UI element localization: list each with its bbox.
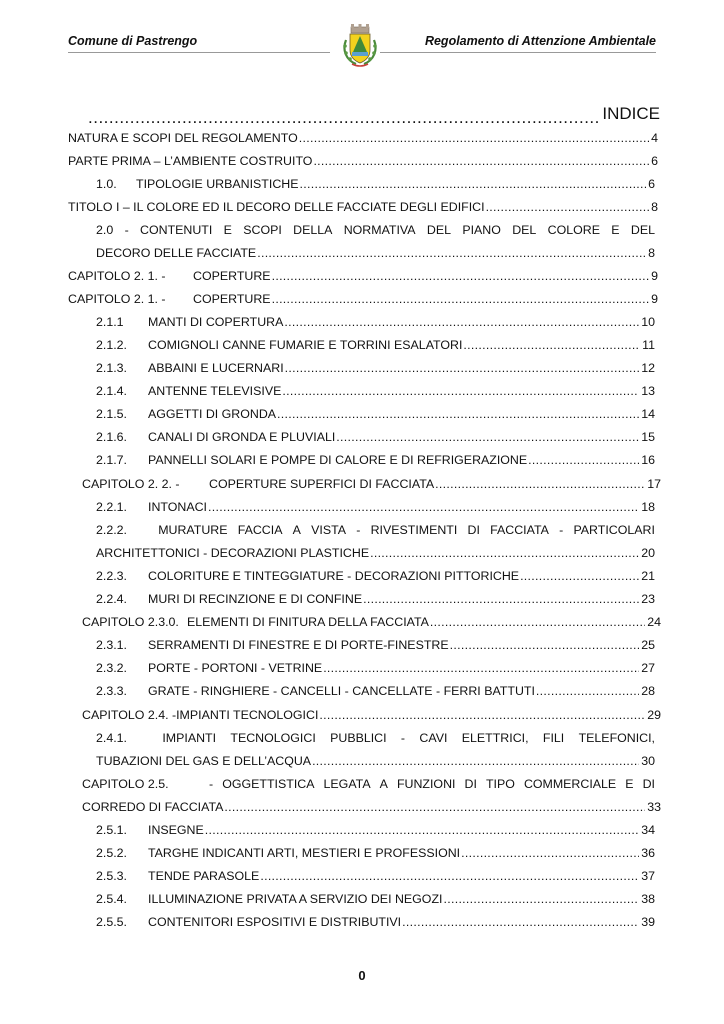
toc-dot-leader [282, 384, 639, 399]
toc-dot-leader [450, 638, 640, 653]
toc-entry-number: CAPITOLO 2. 1. - [68, 269, 166, 283]
toc-entry-page: 30 [641, 754, 655, 768]
toc-entry-page: 20 [641, 546, 655, 560]
toc-entry-word: FILI [542, 731, 565, 745]
toc-entry[interactable] [68, 151, 658, 169]
toc-dot-leader [323, 661, 639, 676]
toc-entry-page: 24 [647, 615, 661, 629]
toc-entry[interactable] [96, 912, 655, 930]
toc-entry-page: 4 [651, 131, 658, 145]
toc-entry-title: CANALI DI GRONDA E PLUVIALI [148, 430, 336, 444]
toc-entry-line1 [82, 774, 655, 792]
toc-entry-word: A [292, 523, 301, 537]
toc-dot-leader [461, 846, 639, 861]
toc-entry-number: 2.1.6. [96, 430, 128, 444]
toc-entry-number: CAPITOLO 2.5. [82, 777, 169, 791]
toc-entry[interactable] [96, 589, 655, 607]
toc-entry-word: - [356, 523, 361, 537]
toc-entry[interactable] [96, 497, 655, 515]
toc-entry[interactable] [96, 866, 655, 884]
toc-entry[interactable] [68, 128, 658, 146]
toc-dot-leader [370, 546, 639, 561]
toc-entry[interactable] [82, 705, 661, 723]
toc-entry-title: ELEMENTI DI FINITURA DELLA FACCIATA [187, 615, 429, 629]
toc-entry-page: 8 [648, 246, 655, 260]
toc-entry[interactable] [96, 751, 655, 769]
toc-entry-page: 29 [647, 708, 661, 722]
toc-entry-word: MURATURE [158, 523, 228, 537]
toc-entry-title: INTONACI [148, 500, 207, 514]
header-municipality: Comune di Pastrengo [68, 34, 198, 48]
toc-dot-leader [463, 338, 640, 353]
toc-entry-number: 2.1.4. [96, 384, 128, 398]
toc-entry-word: COMMERCIALE [523, 777, 617, 791]
toc-entry[interactable] [82, 797, 661, 815]
toc-entry-title: TUBAZIONI DEL GAS E DELL’ACQUA [96, 754, 312, 768]
toc-entry-word: FUNZIONI [396, 777, 456, 791]
toc-entry-title: ABBAINI E LUCERNARI [148, 361, 284, 375]
toc-entry-number: CAPITOLO 2. 1. - [68, 292, 166, 306]
toc-entry-title: ILLUMINAZIONE PRIVATA A SERVIZIO DEI NEGOZI [148, 892, 443, 906]
toc-entry-word: TIPO [485, 777, 515, 791]
toc-dot-leader [313, 154, 649, 169]
toc-entry-page: 8 [651, 200, 658, 214]
toc-entry-title: TENDE PARASOLE [148, 869, 260, 883]
toc-dot-leader [277, 407, 639, 422]
toc-entry-number: 2.3.3. [96, 684, 128, 698]
toc-entry-number: 2.1.1 [96, 315, 124, 329]
toc-dot-leader [435, 477, 645, 492]
toc-dot-leader [520, 569, 639, 584]
toc-entry-number: 2.2.2. [96, 523, 128, 537]
toc-entry-word: DEL [512, 223, 537, 237]
toc-entry-page: 34 [641, 823, 655, 837]
index-heading [88, 104, 660, 124]
toc-dot-leader [272, 292, 650, 307]
toc-dot-leader [363, 592, 639, 607]
toc-entry-page: 28 [641, 684, 655, 698]
toc-entry-number: 2.2.3. [96, 569, 128, 583]
page-header [68, 22, 656, 68]
toc-dot-leader [402, 915, 639, 930]
toc-entry[interactable] [96, 427, 655, 445]
index-heading-text: INDICE [602, 104, 660, 123]
toc-entry-word: OGGETTISTICA [222, 777, 315, 791]
toc-entry-number: 1.0. [96, 177, 117, 191]
toc-entry-title: ARCHITETTONICI - DECORAZIONI PLASTICHE [96, 546, 370, 560]
toc-entry-word: 2.0 [96, 223, 114, 237]
toc-entry-page: 12 [641, 361, 655, 375]
toc-entry-number: 2.4.1. [96, 731, 128, 745]
toc-entry[interactable] [96, 335, 655, 353]
toc-entry-number: 2.2.4. [96, 592, 128, 606]
toc-entry-number: 2.1.3. [96, 361, 128, 375]
toc-entry-number: 2.5.1. [96, 823, 128, 837]
toc-entry-title: AGGETTI DI GRONDA [148, 407, 277, 421]
index-heading-leader [88, 112, 601, 124]
toc-entry-page: 11 [642, 338, 655, 352]
toc-entry-number: 2.5.3. [96, 869, 128, 883]
toc-entry-page: 15 [641, 430, 655, 444]
toc-entry-title: SERRAMENTI DI FINESTRE E DI PORTE-FINESTRE [148, 638, 449, 652]
toc-entry-page: 36 [641, 846, 655, 860]
toc-entry-page: 10 [641, 315, 655, 329]
toc-entry-title: INSEGNE [148, 823, 204, 837]
toc-entry-title: NATURA E SCOPI DEL REGOLAMENTO [68, 131, 298, 145]
toc-entry-title: CORREDO DI FACCIATA [82, 800, 224, 814]
toc-entry[interactable] [96, 381, 655, 399]
toc-entry-word: TECNOLOGICI [230, 731, 316, 745]
toc-entry-title: TARGHE INDICANTI ARTI, MESTIERI E PROFESSIONI [148, 846, 461, 860]
toc-dot-leader [257, 246, 646, 261]
toc-entry[interactable] [96, 358, 655, 376]
toc-entry-title: GRATE - RINGHIERE - CANCELLI - CANCELLATE - FERRI BATTUTI [148, 684, 535, 698]
toc-entry-word: DI [464, 777, 477, 791]
toc-entry[interactable] [96, 681, 655, 699]
toc-dot-leader [443, 892, 639, 907]
toc-entry-title: COLORITURE E TINTEGGIATURE - DECORAZIONI PITTORICHE [148, 569, 520, 583]
toc-entry-word: TELEFONICI, [578, 731, 655, 745]
toc-entry-title: PARTE PRIMA – L’AMBIENTE COSTRUITO [68, 154, 313, 168]
toc-entry[interactable] [96, 543, 655, 561]
header-rule-left [68, 52, 330, 53]
toc-entry-word: E [223, 223, 232, 237]
toc-entry[interactable] [96, 658, 655, 676]
toc-entry-word: SCOPI [243, 223, 282, 237]
toc-entry-number: 2.5.5. [96, 915, 128, 929]
toc-dot-leader [272, 269, 650, 284]
toc-entry-word: - [209, 777, 214, 791]
toc-dot-leader [528, 453, 639, 468]
toc-entry-word: DELLA [293, 223, 333, 237]
toc-entry-page: 25 [641, 638, 655, 652]
toc-entry[interactable] [96, 243, 655, 261]
toc-entry-title: ANTENNE TELEVISIVE [148, 384, 282, 398]
toc-entry-page: 9 [651, 292, 658, 306]
toc-entry-word: ELETTRICI, [461, 731, 529, 745]
toc-entry-number: CAPITOLO 2. 2. - [82, 477, 180, 491]
toc-entry-page: 33 [647, 800, 661, 814]
toc-entry-number: 2.5.4. [96, 892, 128, 906]
header-document-title: Regolamento di Attenzione Ambientale [424, 34, 656, 48]
toc-entry-word: FACCIATA [490, 523, 549, 537]
toc-entry-page: 37 [641, 869, 655, 883]
toc-entry-word: LEGATA [323, 777, 371, 791]
toc-entry-number: 2.3.2. [96, 661, 128, 675]
toc-entry-page: 17 [647, 477, 661, 491]
toc-entry[interactable] [68, 266, 658, 284]
toc-entry-number: 2.1.2. [96, 338, 128, 352]
toc-entry-title: PANNELLI SOLARI E POMPE DI CALORE E DI REFRIGERAZIONE [148, 453, 528, 467]
toc-dot-leader [299, 131, 649, 146]
toc-entry-title: PORTE - PORTONI - VETRINE [148, 661, 323, 675]
header-rule-right [380, 52, 656, 53]
toc-entry-title: TITOLO I – IL COLORE ED IL DECORO DELLE FACCIATE DEGLI EDIFICI [68, 200, 485, 214]
toc-entry-title: TIPOLOGIE URBANISTICHE [136, 177, 299, 191]
toc-entry-word: PARTICOLARI [573, 523, 655, 537]
toc-entry-title: COMIGNOLI CANNE FUMARIE E TORRINI ESALATORI [148, 338, 463, 352]
toc-entry-title: COPERTURE [193, 269, 271, 283]
toc-entry[interactable] [68, 289, 658, 307]
toc-entry-word: NORMATIVA [343, 223, 416, 237]
toc-dot-leader [486, 200, 650, 215]
toc-dot-leader [299, 177, 646, 192]
toc-entry-word: COLORE [547, 223, 600, 237]
toc-entry-number: 2.1.5. [96, 407, 128, 421]
toc-entry-word: FACCIA [237, 523, 283, 537]
toc-entry[interactable] [82, 474, 661, 492]
toc-entry[interactable] [96, 404, 655, 422]
toc-entry-number: 2.3.1. [96, 638, 128, 652]
toc-entry-word: IMPIANTI [162, 731, 217, 745]
toc-dot-leader [536, 684, 639, 699]
toc-entry-word: DEL [426, 223, 451, 237]
toc-entry-page: 21 [641, 569, 655, 583]
toc-dot-leader [336, 430, 639, 445]
toc-dot-leader [284, 315, 639, 330]
toc-entry-page: 13 [641, 384, 655, 398]
toc-entry[interactable] [96, 820, 655, 838]
page-number: 0 [358, 968, 366, 983]
toc-entry-word: A [379, 777, 388, 791]
toc-dot-leader [260, 869, 639, 884]
toc-entry[interactable] [96, 889, 655, 907]
toc-entry[interactable] [96, 566, 655, 584]
toc-dot-leader [208, 500, 639, 515]
toc-entry-word: E [625, 777, 634, 791]
toc-entry-number: 2.1.7. [96, 453, 128, 467]
toc-entry-title: CONTENITORI ESPOSITIVI E DISTRIBUTIVI [148, 915, 402, 929]
toc-entry-number: 2.2.1. [96, 500, 128, 514]
toc-dot-leader [224, 800, 645, 815]
toc-entry[interactable] [96, 635, 655, 653]
toc-dot-leader [285, 361, 640, 376]
toc-entry-page: 23 [641, 592, 655, 606]
toc-entry-title: CAPITOLO 2.4. -IMPIANTI TECNOLOGICI [82, 708, 319, 722]
toc-entry-word: DI [467, 523, 480, 537]
toc-entry-word: CONTENUTI [140, 223, 213, 237]
toc-entry-word: PUBBLICI [330, 731, 387, 745]
toc-entry-line1 [96, 220, 655, 238]
toc-entry-word: - [559, 523, 564, 537]
toc-entry-word: - [124, 223, 129, 237]
toc-entry-word: RIVESTIMENTI [370, 523, 458, 537]
toc-entry[interactable] [96, 843, 655, 861]
toc-entry[interactable] [96, 174, 655, 192]
toc-dot-leader [312, 754, 639, 769]
toc-entry[interactable] [82, 612, 661, 630]
toc-entry[interactable] [96, 450, 655, 468]
toc-dot-leader [430, 615, 645, 630]
toc-entry-page: 39 [641, 915, 655, 929]
toc-entry-page: 16 [641, 453, 655, 467]
toc-entry-title: MANTI DI COPERTURA [148, 315, 284, 329]
toc-entry-title: COPERTURE [193, 292, 271, 306]
toc-entry-word: PIANO [462, 223, 501, 237]
toc-entry[interactable] [68, 197, 658, 215]
toc-entry-word: CAVI [419, 731, 448, 745]
toc-entry-word: - [400, 731, 406, 745]
toc-entry-line1 [96, 520, 655, 538]
toc-entry-page: 6 [651, 154, 658, 168]
toc-entry-number: 2.5.2. [96, 846, 128, 860]
toc-entry-title: DECORO DELLE FACCIATE [96, 246, 257, 260]
toc-entry-page: 38 [641, 892, 655, 906]
toc-entry-line1 [96, 728, 655, 746]
toc-dot-leader [205, 823, 639, 838]
municipal-crest-icon [340, 22, 380, 68]
toc-entry-word: E [611, 223, 620, 237]
toc-entry-page: 9 [651, 269, 658, 283]
toc-entry-word: DEL [630, 223, 655, 237]
toc-entry-number: CAPITOLO 2.3.0. [82, 615, 179, 629]
toc-entry-page: 6 [648, 177, 655, 191]
toc-entry-page: 18 [641, 500, 655, 514]
toc-entry[interactable] [96, 312, 655, 330]
toc-entry-title: MURI DI RECINZIONE E DI CONFINE [148, 592, 363, 606]
toc-entry-page: 27 [641, 661, 655, 675]
toc-entry-word: VISTA [311, 523, 347, 537]
toc-dot-leader [319, 708, 645, 723]
toc-entry-word: DI [642, 777, 655, 791]
toc-entry-title: COPERTURE SUPERFICI DI FACCIATA [209, 477, 435, 491]
toc-entry-page: 14 [641, 407, 655, 421]
